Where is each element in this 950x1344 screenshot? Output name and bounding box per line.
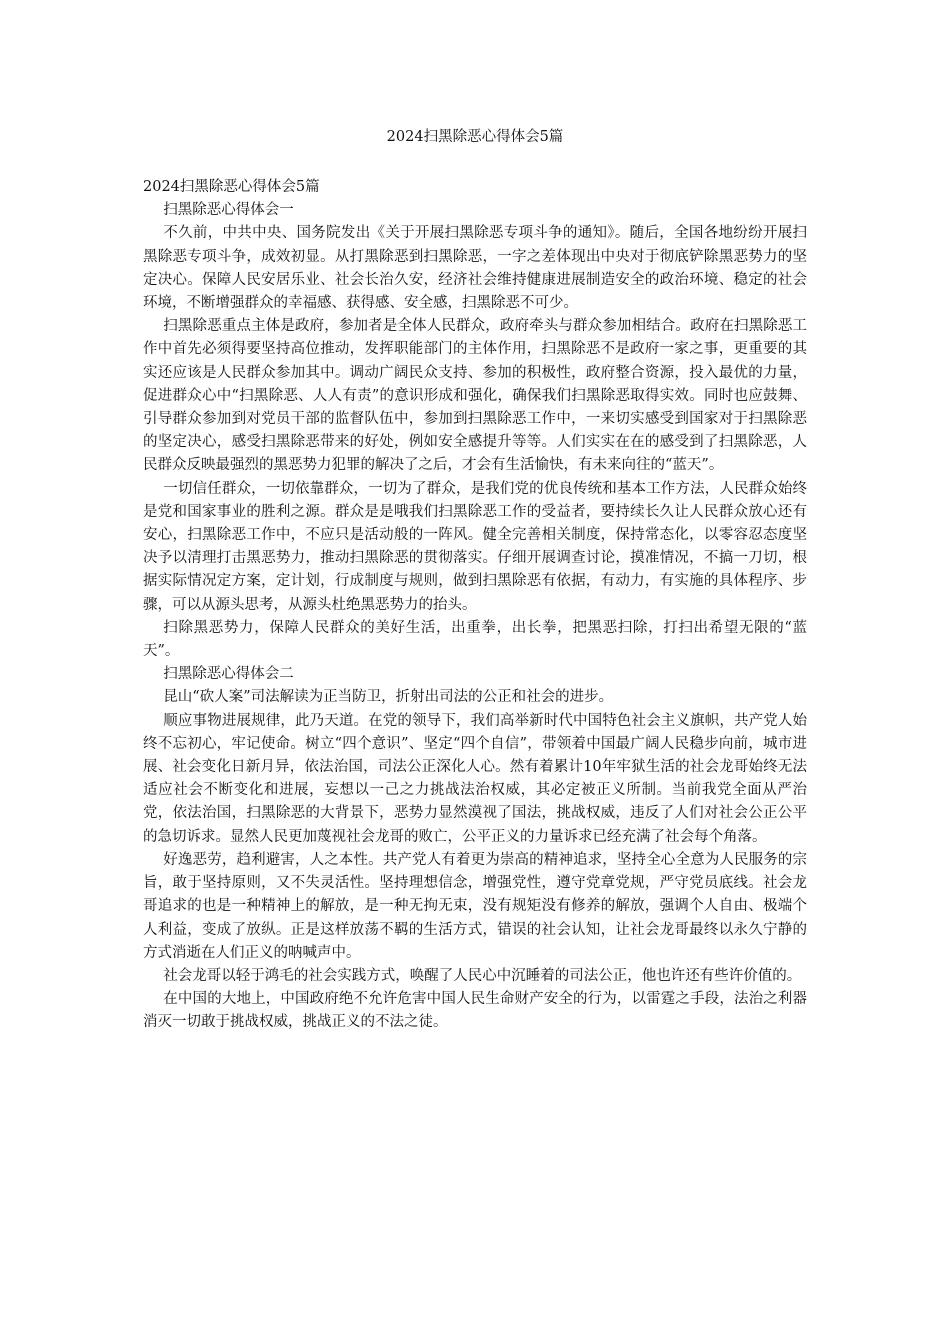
body-paragraph: 在中国的大地上，中国政府绝不允许危害中国人民生命财产安全的行为，以雷霆之手段，法治之利器消灭一切敢于挑战权威，挑战正义的不法之徒。 [143, 991, 807, 1031]
body-paragraph: 顺应事物进展规律，此乃天道。在党的领导下，我们高举新时代中国特色社会主义旗帜，共产党人始终不忘初心，牢记使命。树立“四个意识”、坚定“四个自信”，带领着中国最广阔人民稳步向前，城市进展、社会变化日新月异，依法治国，司法公正深化人心。然有着累计10年牢狱生活的社会龙哥始终无法适应社会不断变化和进展，妄想以一己之力挑战法治权威，其必定被正义所制。当前我党全面从严治党，依法治国，扫黑除恶的大背景下，恶势力显然漠视了国法，挑战权威，违反了人们对社会公正公平的急切诉求。显然人民更加蔑视社会龙哥的败亡，公平正义的力量诉求已经充满了社会每个角落。 [143, 712, 807, 845]
document-body [143, 176, 807, 1035]
body-paragraph: 扫除黑恶势力，保障人民群众的美好生活，出重拳，出长拳，把黑恶扫除，打扫出希望无限的“蓝天”。 [143, 619, 807, 660]
body-paragraph: 社会龙哥以轻于鸿毛的社会实践方式，唤醒了人民心中沉睡着的司法公正，他也许还有些许价值的。 [163, 967, 802, 984]
section-heading: 扫黑除恶心得体会一 [163, 202, 294, 219]
document-title: 2024扫黑除恶心得体会5篇 [386, 129, 564, 145]
body-paragraph: 昆山“砍人案”司法解读为正当防卫，折射出司法的公正和社会的进步。 [163, 689, 614, 706]
body-paragraph: 一切信任群众，一切依靠群众，一切为了群众，是我们党的优良传统和基本工作方法，人民群众始终是党和国家事业的胜利之源。群众是是哦我们扫黑除恶工作的受益者，要持续长久让人民群众放心还有安心，扫黑除恶工作中，不应只是活动般的一阵风。健全完善相关制度，保持常态化，以零容忍态度坚决予以清理打击黑恶势力，推动扫黑除恶的贯彻落实。仔细开展调查讨论，摸准情况，不搞一刀切，根据实际情况定方案，定计划，行成制度与规则，做到扫黑除恶有依据，有动力，有实施的具体程序、步骤，可以从源头思考，从源头杜绝黑恶势力的抬头。 [143, 480, 807, 613]
body-paragraph: 扫黑除恶重点主体是政府，参加者是全体人民群众，政府牵头与群众参加相结合。政府在扫黑除恶工作中首先必须得要坚持高位推动，发挥职能部门的主体作用，扫黑除恶不是政府一家之事，更重要的其实还应该是人民群众参加其中。调动广阔民众支持、参加的积极性，政府整合资源，投入最优的力量，促进群众心中“扫黑除恶、人人有责”的意识形成和强化，确保我们扫黑除恶取得实效。同时也应鼓舞、引导群众参加到对党员干部的监督队伍中，参加到扫黑除恶工作中，一来切实感受到国家对于扫黑除恶的坚定决心，感受扫黑除恶带来的好处，例如安全感提升等等。人们实实在在的感受到了扫黑除恶，人民群众反映最强烈的黑恶势力犯罪的解决了之后，才会有生活愉快，有未来向往的“蓝天”。 [143, 318, 807, 474]
body-paragraph: 好逸恶劳，趋利避害，人之本性。共产党人有着更为崇高的精神追求，坚持全心全意为人民服务的宗旨，敢于坚持原则，又不失灵活性。坚持理想信念，增强党性，遵守党章党规，严守党员底线。社会龙哥追求的也是一种精神上的解放，是一种无拘无束，没有规矩没有修养的解放，强调个人自由、极端个人利益，变成了放纵。正是这样放荡不羁的生活方式，错误的社会认知，让社会龙哥最终以永久宁静的方式消逝在人们正义的呐喊声中。 [143, 851, 807, 961]
section-heading: 扫黑除恶心得体会二 [163, 666, 294, 683]
document-subtitle: 2024扫黑除恶心得体会5篇 [143, 179, 320, 195]
body-paragraph: 不久前，中共中央、国务院发出《关于开展扫黑除恶专项斗争的通知》。随后，全国各地纷纷开展扫黑除恶专项斗争，成效初显。从打黑除恶到扫黑除恶，一字之差体现出中央对于彻底铲除黑恶势力的坚定决心。保障人民安居乐业、社会长治久安，经济社会维持健康进展制造安全的政治环境、稳定的社会环境，不断增强群众的幸福感、获得感、安全感，扫黑除恶不可少。 [143, 225, 807, 312]
